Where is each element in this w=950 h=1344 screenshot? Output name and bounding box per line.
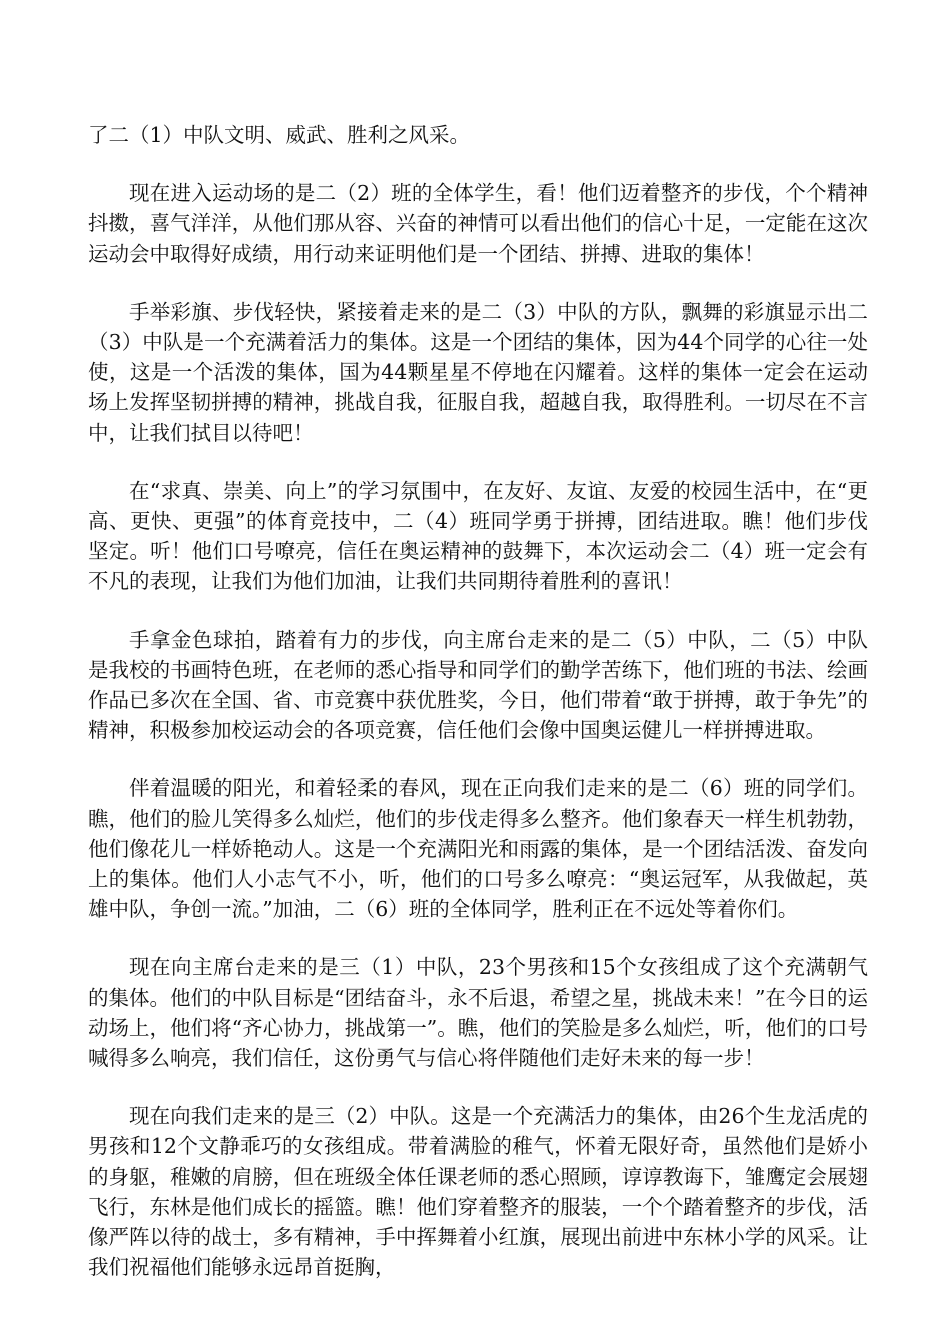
paragraph-7: 现在向主席台走来的是三（1）中队，23个男孩和15个女孩组成了这个充满朝气的集体。他们的中队目标是“团结奋斗，永不后退，希望之星，挑战未来！”在今日的运动场上，他们将“齐心协力，挑战第一”。瞧，他们的笑脸是多么灿烂，听，他们的口号喊得多么响亮，我们信任，这份勇气与信心将伴随他们走好未来的每一步！: [88, 955, 868, 1071]
document-body: [88, 120, 868, 1283]
paragraph-1: 了二（1）中队文明、威武、胜利之风采。: [88, 123, 471, 147]
paragraph-6: 伴着温暖的阳光，和着轻柔的春风，现在正向我们走来的是二（6）班的同学们。瞧，他们的脸儿笑得多么灿烂，他们的步伐走得多么整齐。他们象春天一样生机勃勃，他们像花儿一样娇艳动人。这是一个充满阳光和雨露的集体，是一个团结活泼、奋发向上的集体。他们人小志气不小，听，他们的口号多么嘹亮：“奥运冠军，从我做起，英雄中队，争创一流。”加油，二（6）班的全体同学，胜利正在不远处等着你们。: [88, 776, 868, 922]
paragraph-5: 手拿金色球拍，踏着有力的步伐，向主席台走来的是二（5）中队，二（5）中队是我校的书画特色班，在老师的悉心指导和同学们的勤学苦练下，他们班的书法、绘画作品已多次在全国、省、市竞赛中获优胜奖，今日，他们带着“敢于拼搏，敢于争先”的精神，积极参加校运动会的各项竞赛，信任他们会像中国奥运健儿一样拼搏进取。: [88, 627, 868, 743]
paragraph-4: 在“求真、崇美、向上”的学习氛围中，在友好、友谊、友爱的校园生活中，在“更高、更快、更强”的体育竞技中，二（4）班同学勇于拼搏，团结进取。瞧！他们步伐坚定。听！他们口号嘹亮，信任在奥运精神的鼓舞下，本次运动会二（4）班一定会有不凡的表现，让我们为他们加油，让我们共同期待着胜利的喜讯！: [88, 478, 868, 594]
paragraph-3: 手举彩旗、步伐轻快，紧接着走来的是二（3）中队的方队，飘舞的彩旗显示出二（3）中队是一个充满着活力的集体。这是一个团结的集体，因为44个同学的心往一处使，这是一个活泼的集体，国为44颗星星不停地在闪耀着。这样的集体一定会在运动场上发挥坚韧拼搏的精神，挑战自我，征服自我，超越自我，取得胜利。一切尽在不言中，让我们拭目以待吧！: [88, 299, 868, 445]
paragraph-2: 现在进入运动场的是二（2）班的全体学生，看！他们迈着整齐的步伐，个个精神抖擞，喜气洋洋，从他们那从容、兴奋的神情可以看出他们的信心十足，一定能在这次运动会中取得好成绩，用行动来证明他们是一个团结、拼搏、进取的集体！: [88, 181, 868, 266]
paragraph-8: 现在向我们走来的是三（2）中队。这是一个充满活力的集体，由26个生龙活虎的男孩和12个文静乖巧的女孩组成。带着满脸的稚气，怀着无限好奇，虽然他们是娇小的身躯，稚嫩的肩膀，但在班级全体任课老师的悉心照顾，谆谆教诲下，雏鹰定会展翅飞行，东林是他们成长的摇篮。瞧！他们穿着整齐的服装，一个个踏着整齐的步伐，活像严阵以待的战士，多有精神，手中挥舞着小红旗，展现出前进中东林小学的风采。让我们祝福他们能够永远昂首挺胸，: [88, 1104, 868, 1280]
